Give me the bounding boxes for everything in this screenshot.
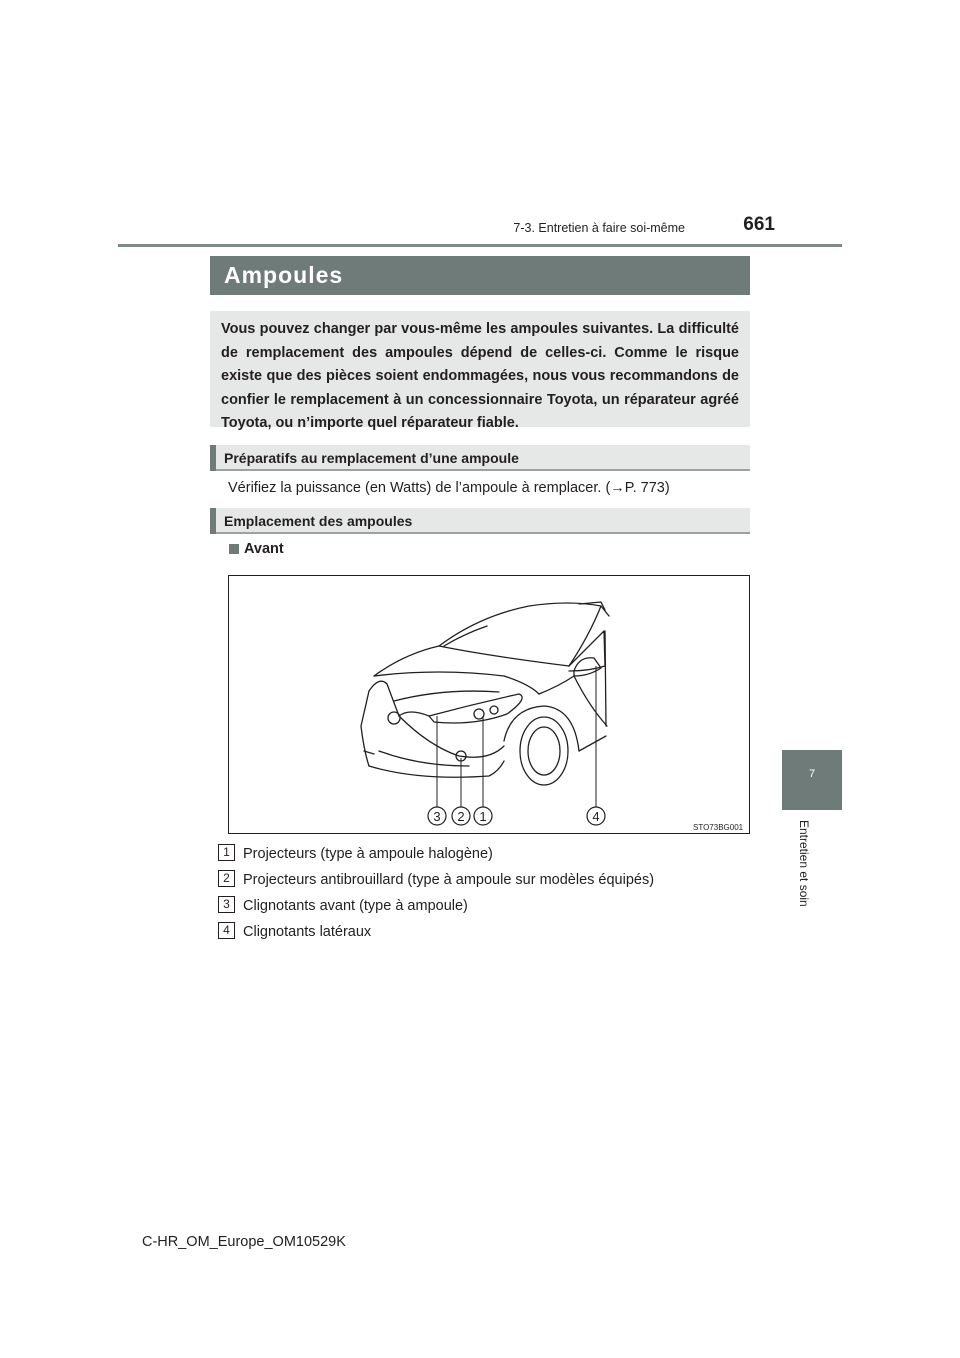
intro-text: Vous pouvez changer par vous-même les ampoules suivantes. La difficulté de remplacement des ampoules dépend de celles-ci. Comme le risque existe que des pièces soient endommagées, nous vous recommandons de confier le remplacement à un concessionnaire Toyota, un réparateur agréé Toyota, ou n’importe quel réparateur fiable. xyxy=(221,321,739,431)
section-header: 7-3. Entretien à faire soi-même xyxy=(513,221,685,235)
callout-label-2: 2 xyxy=(457,809,465,824)
page-title: Ampoules xyxy=(224,262,344,288)
callout-label-3: 3 xyxy=(433,809,441,824)
section-heading-text: Emplacement des ampoules xyxy=(224,513,413,529)
list-item: Clignotants latéraux xyxy=(243,924,372,940)
list-number-1: 1 xyxy=(218,844,235,861)
page-number: 661 xyxy=(743,214,775,235)
section-heading-location xyxy=(210,508,750,534)
list-item: Clignotants avant (type à ampoule) xyxy=(243,898,468,914)
section-heading-text: Préparatifs au remplacement d’une ampoule xyxy=(224,450,519,466)
document-code-footer: C-HR_OM_Europe_OM10529K xyxy=(142,1234,346,1250)
list-item: Projecteurs antibrouillard (type à ampoule sur modèles équipés) xyxy=(243,872,655,888)
subheading-avant: Avant xyxy=(244,541,284,557)
figure-code: STO73BG001 xyxy=(693,823,744,832)
chapter-label: Entretien et soin xyxy=(797,820,811,907)
callout-label-1: 1 xyxy=(479,809,487,824)
chapter-tab xyxy=(782,750,842,810)
intro-box xyxy=(210,311,750,431)
chapter-number: 7 xyxy=(808,768,816,780)
list-number-4: 4 xyxy=(218,922,235,939)
bullet-square-icon xyxy=(229,544,239,554)
car-front-illustration xyxy=(228,575,750,834)
list-number-2: 2 xyxy=(218,870,235,887)
header-rule xyxy=(118,244,842,247)
list-item: Projecteurs (type à ampoule halogène) xyxy=(243,846,493,862)
list-number-3: 3 xyxy=(218,896,235,913)
callout-label-4: 4 xyxy=(592,809,600,824)
car-line-drawing xyxy=(229,576,750,834)
section-heading-preparation xyxy=(210,445,750,471)
preparation-text: Vérifiez la puissance (en Watts) de l’ampoule à remplacer. (→P. 773) xyxy=(228,480,670,496)
